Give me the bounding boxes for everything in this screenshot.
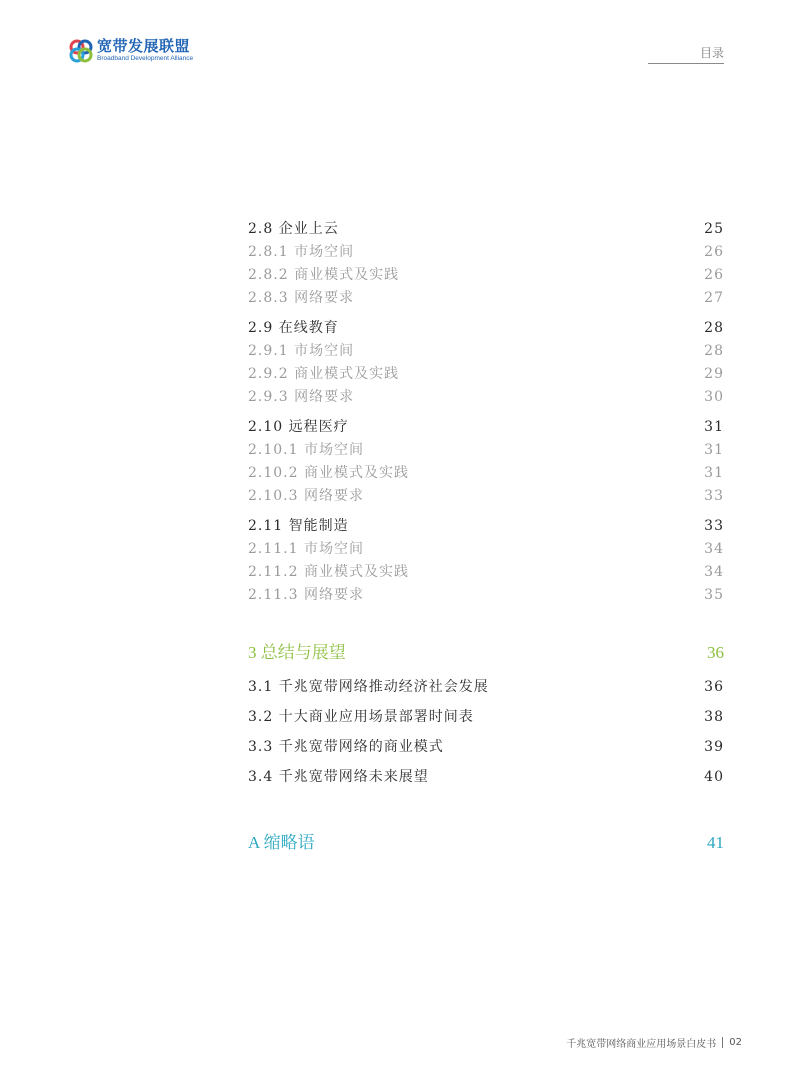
toc-entry-3-1[interactable] (248, 676, 724, 696)
toc-entry-2-9-1[interactable] (248, 340, 724, 360)
toc-entry-label: 2.10 远程医疗 (248, 419, 349, 435)
toc-chapter-label: 3 总结与展望 (248, 643, 346, 662)
toc-entry-page: 35 (704, 587, 724, 603)
toc-entry-2-11-3[interactable] (248, 584, 724, 604)
toc-entry-label: 2.10.2 商业模式及实践 (248, 465, 409, 481)
toc-entry-page: 38 (704, 709, 724, 725)
toc-entry-page: 34 (704, 564, 724, 580)
toc-entry-page: 39 (704, 739, 724, 755)
toc-entry-page: 29 (704, 366, 724, 382)
toc-entry-2-8-3[interactable] (248, 287, 724, 307)
toc-entry-page: 26 (704, 244, 724, 260)
logo-name-en: Broadband Development Alliance (97, 55, 194, 63)
toc-entry-3-3[interactable] (248, 736, 724, 756)
toc-chapter-page: 36 (707, 643, 724, 662)
toc-entry-page: 25 (704, 221, 724, 237)
toc-entry-label: 2.8.2 商业模式及实践 (248, 267, 400, 283)
toc-entry-page: 33 (704, 488, 724, 504)
toc-entry-2-8-1[interactable] (248, 241, 724, 261)
header-divider (648, 63, 724, 64)
toc-entry-2-9-3[interactable] (248, 386, 724, 406)
toc-entry-label: 2.11.1 市场空间 (248, 541, 364, 557)
toc-entry-label: 2.8.3 网络要求 (248, 290, 355, 306)
alliance-logo-icon (68, 38, 94, 64)
page-footer (566, 1035, 742, 1050)
toc-entry-label: 3.1 千兆宽带网络推动经济社会发展 (248, 679, 489, 695)
toc-entry-page: 31 (704, 442, 724, 458)
toc-entry-2-10[interactable] (248, 416, 724, 436)
toc-entry-label: 2.11 智能制造 (248, 518, 349, 534)
toc-entry-2-10-3[interactable] (248, 485, 724, 505)
toc-entry-2-9[interactable] (248, 317, 724, 337)
toc-entry-page: 36 (704, 679, 724, 695)
toc-entry-2-8[interactable] (248, 218, 724, 238)
footer-page-number: 02 (729, 1037, 742, 1048)
toc-entry-2-11-2[interactable] (248, 561, 724, 581)
toc-entry-3-4[interactable] (248, 766, 724, 786)
toc-entry-page: 28 (704, 343, 724, 359)
toc-entry-page: 26 (704, 267, 724, 283)
toc-entry-label: 2.8.1 市场空间 (248, 244, 355, 260)
toc-entry-page: 40 (704, 769, 724, 785)
toc-chapter-3[interactable] (248, 638, 724, 663)
toc-entry-label: 2.11.2 商业模式及实践 (248, 564, 409, 580)
toc-entry-2-10-1[interactable] (248, 439, 724, 459)
toc-entry-page: 34 (704, 541, 724, 557)
toc-entry-label: 2.10.3 网络要求 (248, 488, 364, 504)
toc-chapter-page: 41 (707, 833, 724, 852)
toc-entry-label: 2.9.1 市场空间 (248, 343, 355, 359)
toc-appendix-a[interactable] (248, 828, 724, 853)
section-label: 目录 (699, 46, 724, 60)
toc-entry-label: 3.2 十大商业应用场景部署时间表 (248, 709, 474, 725)
toc-entry-page: 30 (704, 389, 724, 405)
alliance-logo (68, 38, 193, 64)
toc-entry-page: 31 (704, 465, 724, 481)
toc-entry-label: 3.3 千兆宽带网络的商业模式 (248, 739, 444, 755)
toc-entry-2-10-2[interactable] (248, 462, 724, 482)
toc-entry-3-2[interactable] (248, 706, 724, 726)
toc-entry-2-11[interactable] (248, 515, 724, 535)
toc-chapter-label: A 缩略语 (248, 833, 315, 852)
footer-separator (722, 1037, 723, 1048)
logo-name-cn: 宽带发展联盟 (97, 37, 191, 56)
footer-doc-title: 千兆宽带网络商业应用场景白皮书 (566, 1039, 717, 1050)
toc-entry-2-9-2[interactable] (248, 363, 724, 383)
toc-entry-label: 2.9.2 商业模式及实践 (248, 366, 400, 382)
toc-entry-page: 33 (704, 518, 724, 534)
toc-entry-label: 2.11.3 网络要求 (248, 587, 364, 603)
toc-entry-label: 3.4 千兆宽带网络未来展望 (248, 769, 429, 785)
toc-entry-label: 2.10.1 市场空间 (248, 442, 364, 458)
toc-entry-2-8-2[interactable] (248, 264, 724, 284)
toc-entry-page: 28 (704, 320, 724, 336)
toc-entry-label: 2.9.3 网络要求 (248, 389, 355, 405)
toc-entry-label: 2.9 在线教育 (248, 320, 339, 336)
toc-entry-page: 27 (704, 290, 724, 306)
toc-entry-page: 31 (704, 419, 724, 435)
toc-entry-2-11-1[interactable] (248, 538, 724, 558)
toc-entry-label: 2.8 企业上云 (248, 221, 339, 237)
